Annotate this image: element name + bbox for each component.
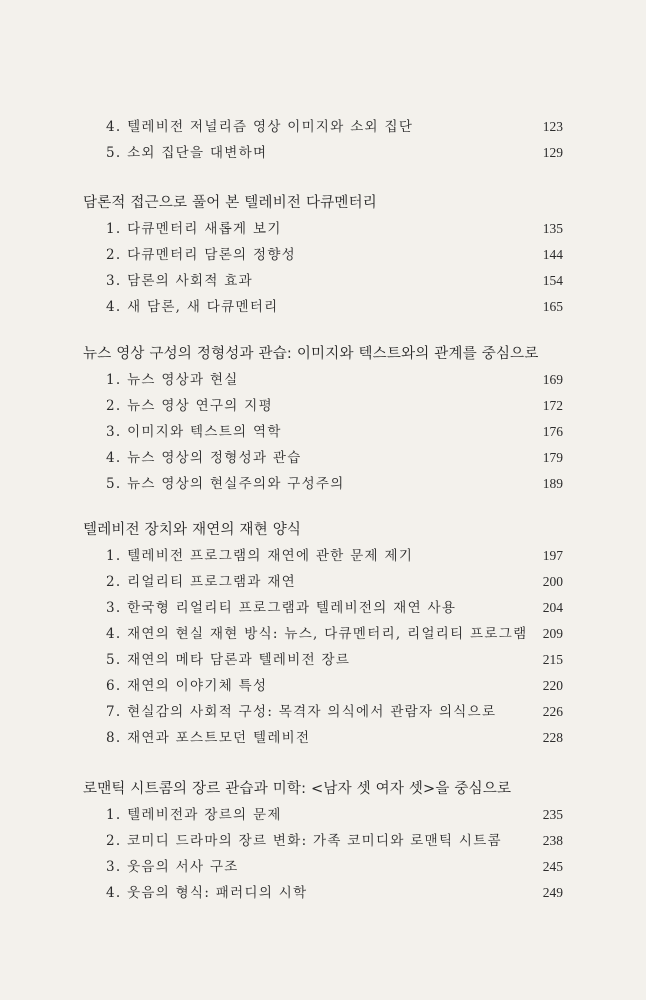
entry-page-number: 226 [542,704,563,719]
toc-entry[interactable] [0,117,646,143]
entry-title: 4. 새 담론, 새 다큐멘터리 [106,299,279,315]
entry-title: 4. 재연의 현실 재현 방식: 뉴스, 다큐멘터리, 리얼리티 프로그램 [106,626,528,642]
toc-entry[interactable] [0,805,646,831]
entry-page-number: 245 [542,859,563,874]
entry-page-number: 123 [542,119,563,134]
entry-title: 3. 한국형 리얼리티 프로그램과 텔레비전의 재연 사용 [106,600,457,616]
toc-entry[interactable] [0,857,646,883]
entry-title: 4. 뉴스 영상의 정형성과 관습 [106,450,302,466]
entry-title: 5. 뉴스 영상의 현실주의와 구성주의 [106,476,345,492]
entry-page-number: 249 [542,885,563,900]
toc-entry[interactable] [0,143,646,169]
entry-page-number: 144 [542,247,563,262]
entry-page-number: 169 [542,372,563,387]
section-title: 로맨틱 시트콤의 장르 관습과 미학: <남자 셋 여자 셋>을 중심으로 [83,781,512,797]
toc-entry[interactable] [0,422,646,448]
entry-page-number: 200 [542,574,563,589]
entry-page-number: 129 [542,145,563,160]
toc-entry[interactable] [0,883,646,909]
section-title: 텔레비전 장치와 재연의 재현 양식 [83,522,302,538]
entry-title: 1. 다큐멘터리 새롭게 보기 [106,221,282,237]
entry-page-number: 154 [542,273,563,288]
toc-entry[interactable] [0,219,646,245]
entry-title: 3. 이미지와 텍스트의 역학 [106,424,282,440]
entry-page-number: 228 [542,730,563,745]
entry-title: 4. 웃음의 형식: 패러디의 시학 [106,885,308,901]
entry-title: 5. 소외 집단을 대변하며 [106,145,268,161]
toc-entry[interactable] [0,650,646,676]
entry-page-number: 189 [542,476,563,491]
entry-title: 2. 리얼리티 프로그램과 재연 [106,574,297,590]
entry-page-number: 197 [542,548,563,563]
toc-entry[interactable] [0,624,646,650]
toc-entry[interactable] [0,572,646,598]
entry-page-number: 204 [542,600,563,615]
entry-title: 3. 담론의 사회적 효과 [106,273,253,289]
entry-page-number: 235 [542,807,563,822]
toc-entry[interactable] [0,546,646,572]
entry-page-number: 238 [542,833,563,848]
entry-title: 1. 텔레비전 프로그램의 재연에 관한 문제 제기 [106,548,414,564]
entry-title: 3. 웃음의 서사 구조 [106,859,239,875]
entry-title: 1. 뉴스 영상과 현실 [106,372,239,388]
entry-page-number: 165 [542,299,563,314]
entry-page-number: 209 [542,626,563,641]
entry-page-number: 135 [542,221,563,236]
entry-page-number: 179 [542,450,563,465]
entry-page-number: 176 [542,424,563,439]
entry-title: 2. 코미디 드라마의 장르 변화: 가족 코미디와 로맨틱 시트콤 [106,833,502,849]
entry-page-number: 220 [542,678,563,693]
toc-entry[interactable] [0,676,646,702]
section-title: 뉴스 영상 구성의 정형성과 관습: 이미지와 텍스트와의 관계를 중심으로 [83,346,539,362]
toc-entry[interactable] [0,297,646,323]
entry-page-number: 215 [542,652,563,667]
toc-entry[interactable] [0,396,646,422]
toc-entry[interactable] [0,474,646,500]
section-title: 담론적 접근으로 풀어 본 텔레비전 다큐멘터리 [83,195,377,211]
toc-entry[interactable] [0,370,646,396]
entry-title: 1. 텔레비전과 장르의 문제 [106,807,282,823]
toc-entry[interactable] [0,702,646,728]
toc-entry[interactable] [0,831,646,857]
entry-title: 5. 재연의 메타 담론과 텔레비전 장르 [106,652,351,668]
entry-title: 8. 재연과 포스트모던 텔레비전 [106,730,311,746]
entry-title: 2. 뉴스 영상 연구의 지평 [106,398,273,414]
toc-entry[interactable] [0,271,646,297]
entry-title: 4. 텔레비전 저널리즘 영상 이미지와 소외 집단 [106,119,414,135]
entry-title: 6. 재연의 이야기체 특성 [106,678,268,694]
toc-entry[interactable] [0,245,646,271]
entry-title: 2. 다큐멘터리 담론의 정향성 [106,247,297,263]
toc-entry[interactable] [0,728,646,754]
toc-entry[interactable] [0,448,646,474]
entry-page-number: 172 [542,398,563,413]
toc-entry[interactable] [0,598,646,624]
entry-title: 7. 현실감의 사회적 구성: 목격자 의식에서 관람자 의식으로 [106,704,497,720]
